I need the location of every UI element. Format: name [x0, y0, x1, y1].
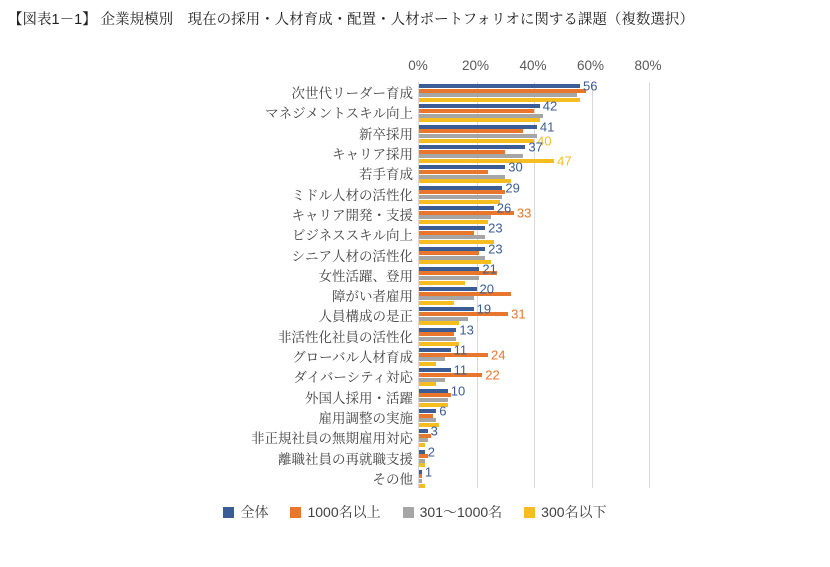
bar-1: [419, 373, 482, 377]
data-label: 20: [479, 281, 494, 297]
data-label: 47: [557, 153, 572, 169]
data-label: 23: [488, 241, 503, 257]
category-axis-label: 外国人採用・活躍: [305, 390, 413, 406]
page-title: 【図表1－1】 企業規模別 現在の採用・人材育成・配置・人材ポートフォリオに関する課題（複数選択）: [8, 12, 694, 28]
bar-0: [419, 409, 436, 413]
category-axis-label: シニア人材の活性化: [291, 248, 413, 264]
bar-0: [419, 450, 425, 454]
bar-1: [419, 312, 508, 316]
category-axis-label: 離職社員の再就職支援: [278, 451, 413, 467]
bar-2: [419, 438, 428, 442]
bar-1: [419, 454, 428, 458]
data-label: 13: [459, 322, 474, 338]
x-tick-label: 0%: [408, 58, 428, 73]
bar-0: [419, 307, 474, 311]
bar-2: [419, 479, 422, 483]
bar-2: [419, 195, 502, 199]
chart-category-row: [305, 383, 649, 407]
bar-0: [419, 104, 540, 108]
bar-1: [419, 332, 454, 336]
data-label: 19: [476, 301, 492, 317]
bar-2: [419, 378, 445, 382]
data-label: 30: [508, 159, 523, 175]
legend-label: 301〜1000名: [419, 504, 503, 520]
category-axis-label: 女性活躍、登用: [318, 268, 413, 284]
bar-1: [419, 150, 505, 154]
x-tick-label: 40%: [519, 58, 547, 73]
chart-category-row: [318, 301, 649, 325]
chart-category-row: [291, 180, 649, 204]
bar-2: [419, 317, 468, 321]
chart-category-row: [372, 464, 649, 488]
bar-2: [419, 93, 577, 97]
bar-0: [419, 389, 448, 393]
category-axis-label: ダイバーシティ対応: [293, 370, 413, 386]
bar-2: [419, 134, 537, 138]
bar-3: [419, 484, 425, 488]
bar-1: [419, 434, 431, 438]
bar-2: [419, 337, 456, 341]
legend-swatch-icon: [403, 507, 414, 518]
data-label: 6: [439, 403, 447, 419]
legend-label: 全体: [240, 504, 269, 520]
chart-category-row: [318, 261, 649, 285]
bar-1: [419, 231, 474, 235]
bar-2: [419, 154, 523, 158]
category-axis-label: その他: [372, 471, 413, 487]
category-axis-label: 非正規社員の無期雇用対応: [251, 431, 413, 447]
data-label: 37: [528, 139, 543, 155]
data-label: 3: [430, 423, 438, 439]
data-label: 22: [485, 367, 500, 383]
chart-category-row: [332, 281, 649, 305]
category-axis-label: グローバル人材育成: [292, 350, 413, 366]
bar-2: [419, 175, 505, 179]
bar-1: [419, 251, 479, 255]
bar-1: [419, 89, 586, 93]
chart-category-row: [318, 403, 649, 427]
data-label: 24: [491, 347, 506, 363]
bar-0: [419, 186, 502, 190]
bar-0: [419, 348, 451, 352]
bar-2: [419, 256, 485, 260]
chart-category-row: [291, 200, 649, 224]
bar-2: [419, 398, 448, 402]
x-axis-tick-labels: [0, 58, 830, 78]
bar-0: [419, 429, 428, 433]
chart-category-row: [291, 241, 649, 264]
category-axis-label: キャリア採用: [332, 147, 413, 163]
bar-1: [419, 414, 433, 418]
category-axis-label: 障がい者雇用: [332, 289, 413, 305]
category-axis-label: 人員構成の是正: [318, 309, 413, 325]
chart-category-row: [278, 444, 649, 467]
chart-category-row: [291, 78, 649, 102]
x-tick-label: 20%: [461, 58, 490, 73]
bar-0: [419, 368, 451, 372]
bar-2: [419, 276, 479, 280]
category-axis-label: 雇用調整の実施: [318, 410, 413, 426]
x-tick-label: 80%: [634, 58, 662, 73]
chart-category-row: [265, 98, 649, 122]
data-label: 40: [537, 133, 552, 149]
bar-1: [419, 292, 511, 296]
category-axis-label: 新卒採用: [359, 126, 413, 142]
data-label: 33: [516, 205, 532, 221]
legend-item-3[interactable]: [524, 502, 606, 522]
bar-2: [419, 459, 425, 463]
category-axis-label: マネジメントスキル向上: [265, 106, 413, 122]
legend-label: 1000名以上: [307, 504, 381, 520]
bar-0: [419, 470, 422, 474]
bar-1: [419, 474, 422, 478]
data-label: 1: [424, 464, 433, 480]
data-label: 42: [542, 98, 558, 114]
bar-1: [419, 170, 488, 174]
legend-item-0[interactable]: [223, 502, 268, 522]
bar-1: [419, 190, 505, 194]
bar-1: [419, 129, 523, 133]
bar-2: [419, 296, 474, 300]
bar-1: [419, 393, 451, 397]
data-label: 41: [539, 119, 555, 135]
bar-2: [419, 114, 543, 118]
data-label: 56: [583, 78, 598, 94]
bar-2: [419, 357, 445, 361]
data-label: 11: [453, 342, 468, 358]
bar-0: [419, 328, 456, 332]
data-label: 21: [482, 261, 497, 277]
x-tick-label: 60%: [576, 58, 605, 73]
chart-category-row: [251, 423, 649, 447]
category-axis-label: 次世代リーダー育成: [291, 86, 413, 102]
bar-1: [419, 109, 534, 113]
legend-item-1[interactable]: [290, 502, 380, 522]
bar-0: [419, 125, 537, 129]
plot-area: [251, 78, 650, 488]
data-label: 29: [505, 180, 520, 196]
data-label: 26: [496, 200, 512, 216]
bar-0: [419, 84, 580, 88]
data-label: 31: [511, 306, 526, 322]
data-label: 11: [453, 362, 468, 378]
bar-2: [419, 418, 436, 422]
bar-0: [419, 206, 494, 210]
legend-swatch-icon: [290, 507, 301, 518]
category-axis-label: キャリア開発・支援: [291, 207, 413, 223]
legend-label: 300名以下: [541, 504, 607, 520]
bar-0: [419, 165, 505, 169]
legend-item-2[interactable]: [403, 502, 503, 522]
chart-legend: [0, 502, 830, 522]
category-axis-label: ビジネススキル向上: [292, 228, 413, 244]
data-label: 23: [488, 220, 503, 236]
bar-chart: [0, 42, 830, 532]
bar-0: [419, 226, 485, 230]
legend-swatch-icon: [223, 507, 234, 518]
bar-0: [419, 267, 479, 271]
chart-category-row: [292, 220, 649, 244]
category-axis-label: ミドル人材の活性化: [291, 187, 413, 203]
data-label: 2: [427, 444, 435, 460]
bar-0: [419, 247, 485, 251]
legend-swatch-icon: [524, 507, 535, 518]
data-label: 10: [450, 383, 466, 399]
bar-2: [419, 215, 491, 219]
bar-0: [419, 145, 525, 149]
bar-2: [419, 235, 485, 239]
category-axis-label: 若手育成: [359, 167, 413, 183]
bar-0: [419, 287, 477, 291]
category-axis-label: 非活性化社員の活性化: [278, 329, 413, 345]
